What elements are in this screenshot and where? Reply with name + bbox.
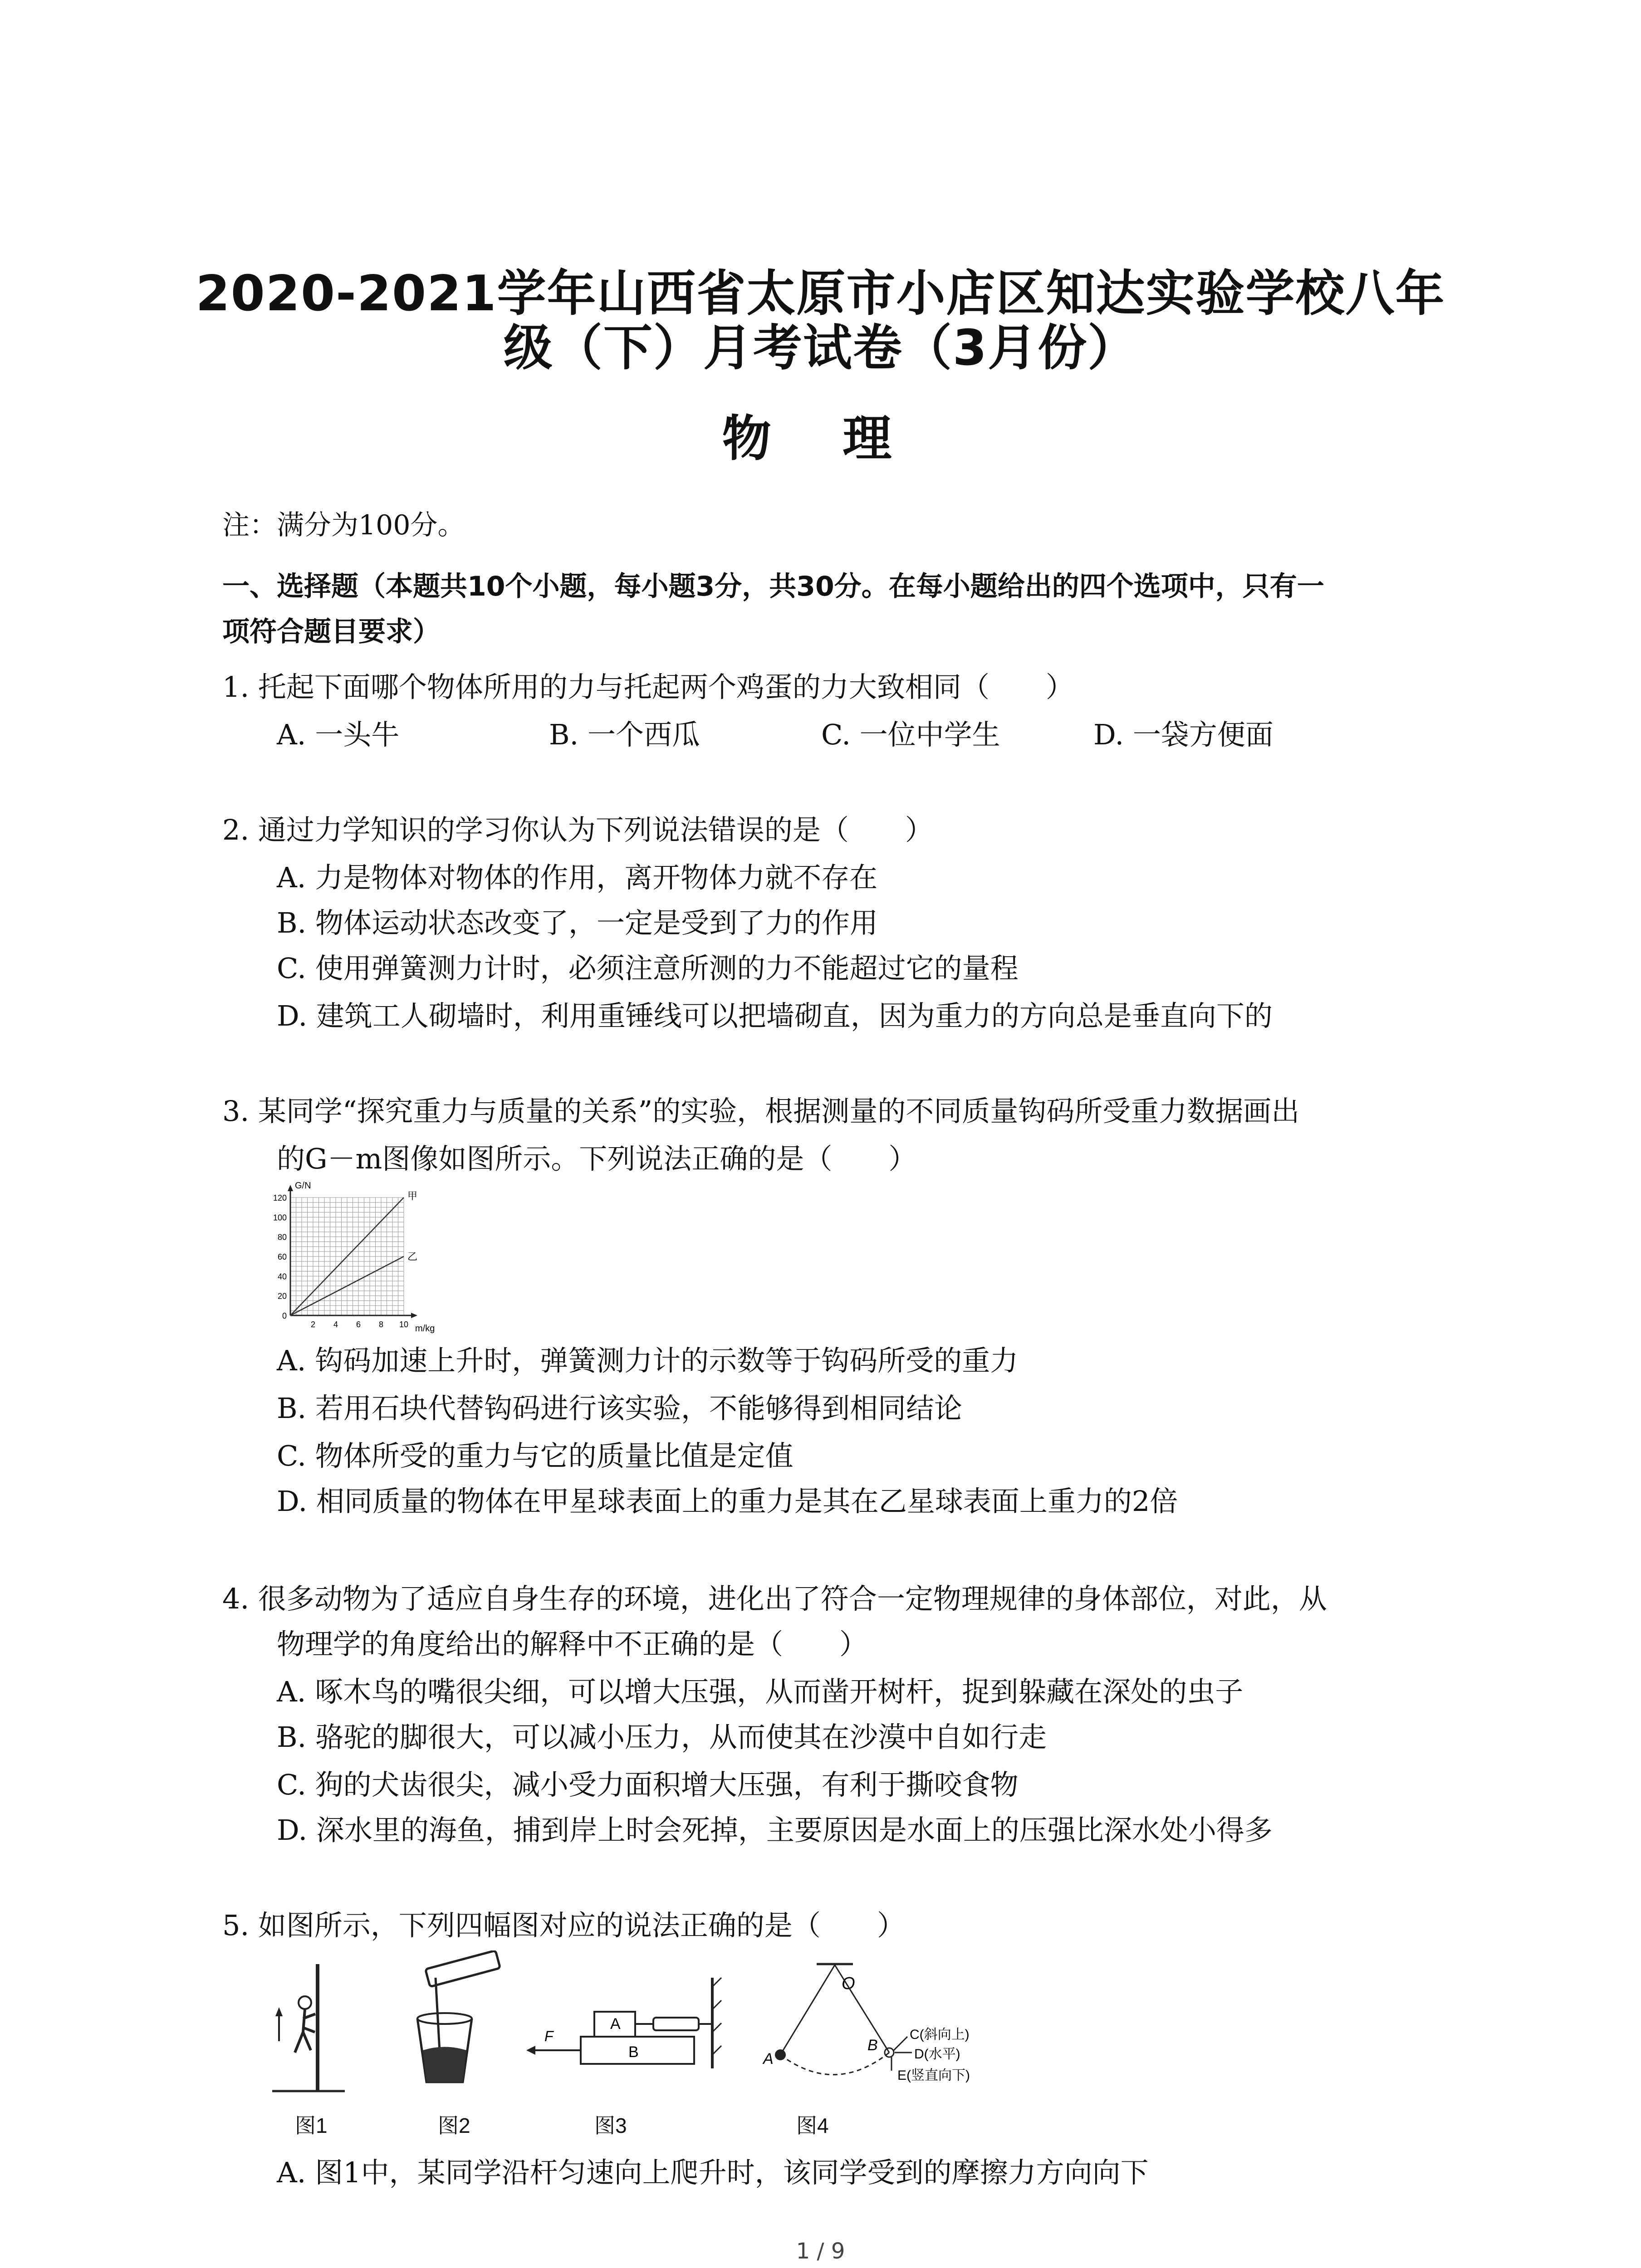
x-axis-label: m/kg: [415, 1324, 435, 1334]
y-axis-label: G/N: [295, 1181, 311, 1191]
figure-1-climber: [268, 1960, 349, 2096]
y-tick-label: 120: [273, 1193, 287, 1202]
question-3-option-d: D. 相同质量的物体在甲星球表面上的重力是其在乙星球表面上重力的2倍: [277, 1485, 1178, 1518]
question-4-stem-line-1: 4. 很多动物为了适应自身生存的环境，进化出了符合一定物理规律的身体部位，对此，从: [222, 1582, 1327, 1615]
point-e-label: E(竖直向下): [897, 2068, 970, 2083]
question-5-option-a: A. 图1中，某同学沿杆匀速向上爬升时，该同学受到的摩擦力方向向下: [277, 2156, 1149, 2189]
question-4-option-b: B. 骆驼的脚很大，可以减小压力，从而使其在沙漠中自如行走: [277, 1721, 1047, 1754]
force-f-label: F: [544, 2028, 554, 2044]
question-3-stem-line-2: 的G－m图像如图所示。下列说法正确的是（ ）: [277, 1142, 917, 1175]
figure-4-pendulum: [744, 1955, 1025, 2105]
y-tick-label: 20: [277, 1291, 287, 1301]
question-1-option-b: B. 一个西瓜: [549, 718, 700, 751]
x-tick-label: 2: [310, 1320, 316, 1329]
question-4-option-a: A. 啄木鸟的嘴很尖细，可以增大压强，从而凿开树杆，捉到躲藏在深处的虫子: [277, 1675, 1244, 1708]
subject-title: 物 理: [722, 411, 919, 467]
point-a-label: A: [763, 2050, 774, 2068]
title-line-1: 2020-2021学年山西省太原市小店区知达实验学校八年: [196, 265, 1445, 322]
gm-graph: [259, 1179, 467, 1334]
y-tick-labels: [273, 1193, 287, 1320]
question-2-option-b: B. 物体运动状态改变了，一定是受到了力的作用: [277, 906, 878, 939]
y-tick-label: 0: [282, 1311, 287, 1320]
question-2-option-a: A. 力是物体对物体的作用，离开物体力就不存在: [277, 861, 878, 894]
point-d-label: D(水平): [914, 2047, 960, 2062]
question-2-option-c: C. 使用弹簧测力计时，必须注意所测的力不能超过它的量程: [277, 952, 1019, 985]
figure-3-label: 图3: [594, 2114, 627, 2137]
y-tick-label: 100: [273, 1213, 287, 1222]
y-axis-arrow: [288, 1185, 293, 1191]
x-tick-label: 8: [378, 1320, 384, 1329]
question-5-stem: 5. 如图所示，下列四幅图对应的说法正确的是（ ）: [222, 1909, 905, 1942]
question-1-option-c: C. 一位中学生: [821, 718, 1000, 751]
block-a-label: A: [610, 2015, 621, 2033]
y-tick-label: 80: [277, 1232, 287, 1242]
question-3-option-c: C. 物体所受的重力与它的质量比值是定值: [277, 1439, 794, 1472]
question-3-stem-line-1: 3. 某同学“探究重力与质量的关系”的实验，根据测量的不同质量钩码所受重力数据画出: [222, 1095, 1300, 1128]
question-1-option-a: A. 一头牛: [277, 718, 400, 751]
score-note: 注：满分为100分。: [222, 509, 465, 541]
x-tick-label: 6: [356, 1320, 361, 1329]
question-4-option-c: C. 狗的犬齿很尖，减小受力面积增大压强，有利于撕咬食物: [277, 1768, 1019, 1801]
question-1-option-d: D. 一袋方便面: [1093, 718, 1274, 751]
question-2-option-d: D. 建筑工人砌墙时，利用重锤线可以把墙砌直，因为重力的方向总是垂直向下的: [277, 999, 1273, 1032]
line-jia-label: 甲: [407, 1190, 418, 1202]
y-tick-label: 60: [277, 1252, 287, 1261]
figure-2-cup: [399, 1950, 508, 2096]
section-heading-line-2: 项符合题目要求）: [222, 616, 440, 648]
section-heading-line-1: 一、选择题（本题共10个小题，每小题3分，共30分。在每小题给出的四个选项中，只有一: [222, 571, 1324, 602]
question-1-stem: 1. 托起下面哪个物体所用的力与托起两个鸡蛋的力大致相同（ ）: [222, 670, 1074, 704]
question-2-stem: 2. 通过力学知识的学习你认为下列说法错误的是（ ）: [222, 813, 933, 846]
point-o-label: O: [842, 1974, 855, 1993]
point-c-label: C(斜向上): [910, 2027, 970, 2042]
question-3-option-a: A. 钩码加速上升时，弹簧测力计的示数等于钩码所受的重力: [277, 1344, 1019, 1377]
x-tick-label: 10: [399, 1320, 409, 1329]
y-tick-label: 40: [277, 1272, 287, 1281]
figure-2-label: 图2: [438, 2114, 470, 2137]
question-4-stem-line-2: 物理学的角度给出的解释中不正确的是（ ）: [277, 1628, 868, 1661]
x-axis-arrow: [411, 1313, 417, 1318]
x-tick-label: 4: [333, 1320, 338, 1329]
x-tick-labels: [311, 1320, 408, 1329]
point-b-label: B: [867, 2037, 878, 2054]
page-number: 1 / 9: [796, 2239, 845, 2264]
question-4-option-d: D. 深水里的海鱼，捕到岸上时会死掉，主要原因是水面上的压强比深水处小得多: [277, 1813, 1273, 1847]
figure-1-label: 图1: [295, 2114, 328, 2137]
figure-3-blocks: [517, 1969, 726, 2087]
figure-4-label: 图4: [796, 2114, 829, 2137]
question-3-option-b: B. 若用石块代替钩码进行该实验，不能够得到相同结论: [277, 1392, 962, 1425]
block-b-label: B: [628, 2043, 639, 2061]
title-line-2: 级（下）月考试卷（3月份）: [503, 320, 1138, 376]
line-yi-label: 乙: [407, 1251, 418, 1262]
